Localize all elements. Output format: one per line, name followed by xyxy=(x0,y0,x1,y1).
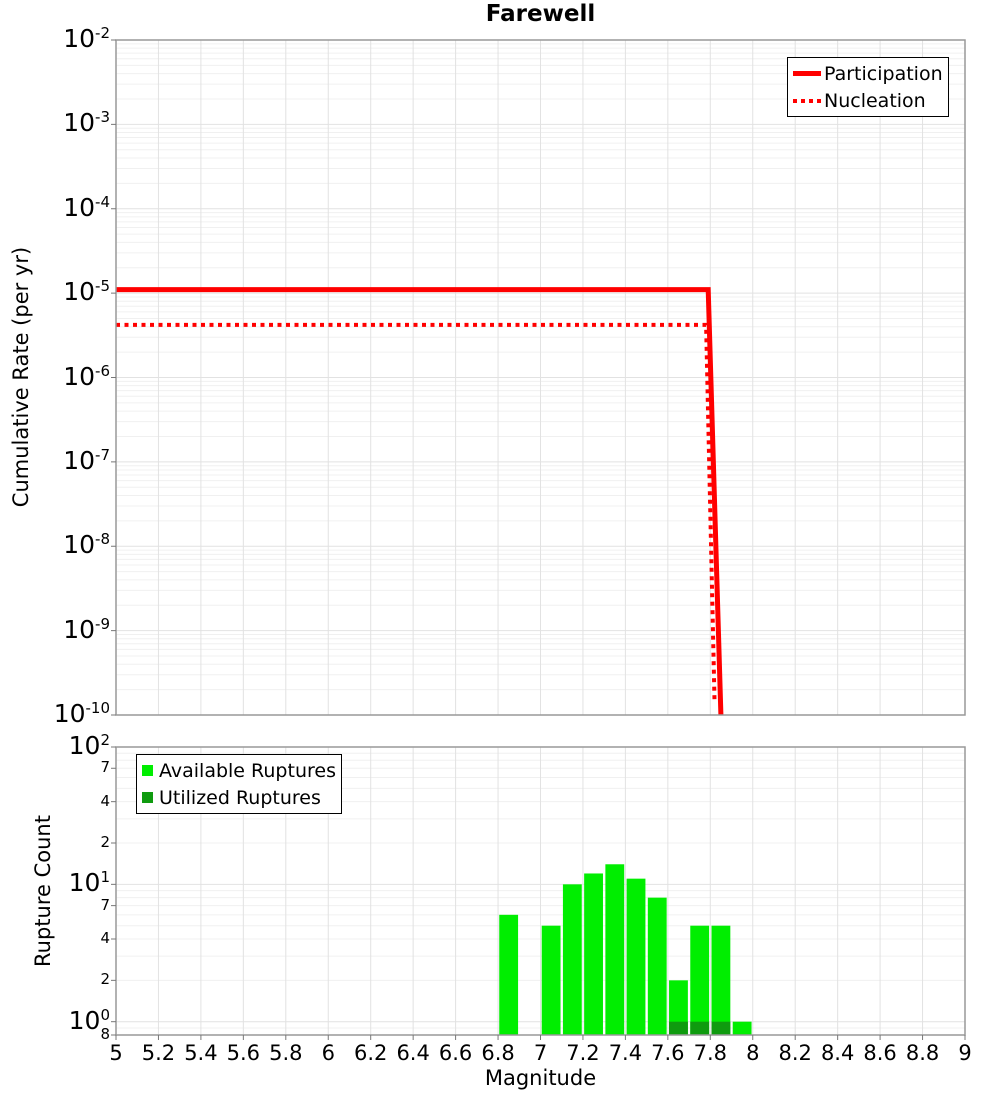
magnitude-tick-label: 5.4 xyxy=(184,1041,218,1065)
bar-available xyxy=(733,1022,752,1035)
bars-utilized xyxy=(669,1022,730,1035)
magnitude-tick-label: 6.2 xyxy=(353,1041,388,1065)
magnitude-tick-label: 7 xyxy=(533,1041,548,1065)
rate-legend xyxy=(787,57,949,117)
magnitude-tick-label: 8 xyxy=(746,1041,760,1065)
rate-axis-tick-label: $10^{-7}$ xyxy=(63,445,110,475)
participation-line xyxy=(116,290,721,715)
available-ruptures-label: Available Ruptures xyxy=(159,759,336,782)
bar-available xyxy=(627,879,646,1035)
participation-label: Participation xyxy=(824,62,943,85)
count-axis-minor-tick-label: 7 xyxy=(100,758,110,777)
available-ruptures-swatch xyxy=(142,765,153,776)
bar-available xyxy=(563,884,582,1035)
magnitude-tick-label: 8.4 xyxy=(820,1041,855,1065)
magnitude-tick-label: 6 xyxy=(321,1041,335,1065)
bar-available xyxy=(584,873,603,1035)
nucleation-label: Nucleation xyxy=(824,89,926,112)
bar-utilized xyxy=(669,1022,688,1035)
bar-utilized xyxy=(712,1022,731,1035)
bar-available xyxy=(499,915,518,1035)
legend-item-nucleation xyxy=(788,87,948,114)
count-axis-tick-label: $10^2$ xyxy=(68,731,110,760)
legend-item-utilized xyxy=(137,784,341,811)
rate-axis-label: Cumulative Rate (per yr) xyxy=(9,246,33,508)
magnitude-tick-label: 8.8 xyxy=(905,1041,940,1065)
bar-available xyxy=(542,926,561,1035)
bar-available xyxy=(690,926,709,1035)
magnitude-tick-label: 6.6 xyxy=(438,1041,473,1065)
magnitude-tick-label: 5.8 xyxy=(269,1041,303,1065)
rate-axis-tick-label: $10^{-3}$ xyxy=(63,108,110,138)
bar-available xyxy=(648,898,667,1035)
count-axis-minor-tick-label: 8 xyxy=(100,1025,110,1043)
count-axis-tick-label: $10^0$ xyxy=(68,1005,110,1035)
magnitude-tick-label: 7.6 xyxy=(651,1041,685,1065)
magnitude-tick-label: 9 xyxy=(958,1041,972,1065)
chart-title: Farewell xyxy=(485,1,596,27)
magnitude-tick-label: 6.4 xyxy=(396,1041,430,1065)
rate-axis-tick-label: $10^{-9}$ xyxy=(63,614,110,644)
magnitude-tick-label: 6.8 xyxy=(481,1041,515,1065)
nucleation-line-swatch xyxy=(793,99,821,103)
magnitude-tick-label: 7.4 xyxy=(608,1041,643,1065)
legend-item-participation xyxy=(788,60,948,87)
magnitude-tick-label: 7.8 xyxy=(693,1041,727,1065)
count-axis-minor-tick-label: 2 xyxy=(100,833,110,851)
bar-available xyxy=(712,926,731,1035)
rate-axis-tick-label: $10^{-2}$ xyxy=(63,24,110,53)
bar-utilized xyxy=(690,1022,709,1035)
count-axis-minor-tick-label: 2 xyxy=(100,970,110,989)
participation-line-swatch xyxy=(793,71,821,76)
rate-axis-tick-label: $10^{-8}$ xyxy=(63,530,110,560)
magnitude-tick-label: 8.6 xyxy=(863,1041,897,1065)
count-axis-label: Rupture Count xyxy=(31,815,55,967)
count-axis-tick-label: $10^1$ xyxy=(68,868,110,898)
grid-major xyxy=(116,40,965,1035)
magnitude-tick-label: 5 xyxy=(109,1041,123,1065)
rupture-legend xyxy=(136,754,342,814)
magnitude-tick-label: 7.2 xyxy=(566,1041,600,1065)
rate-axis-tick-label: $10^{-10}$ xyxy=(53,699,110,728)
axis-ticks xyxy=(111,40,965,1040)
x-axis-label: Magnitude xyxy=(484,1066,597,1090)
legend-item-available xyxy=(137,757,341,784)
magnitude-tick-label: 5.2 xyxy=(141,1041,176,1065)
utilized-ruptures-label: Utilized Ruptures xyxy=(159,786,321,809)
count-axis-minor-tick-label: 7 xyxy=(100,895,110,914)
magnitude-tick-label: 8.2 xyxy=(778,1041,812,1065)
bar-available xyxy=(605,864,624,1035)
count-axis-minor-tick-label: 4 xyxy=(100,791,110,810)
count-axis-minor-tick-label: 4 xyxy=(100,929,110,947)
rate-axis-tick-label: $10^{-5}$ xyxy=(63,277,110,307)
rate-axis-tick-label: $10^{-4}$ xyxy=(63,192,110,222)
utilized-ruptures-swatch xyxy=(142,792,153,803)
rate-lines xyxy=(116,290,721,715)
rate-axis-tick-label: $10^{-6}$ xyxy=(63,361,110,391)
magnitude-tick-label: 5.6 xyxy=(226,1041,261,1065)
